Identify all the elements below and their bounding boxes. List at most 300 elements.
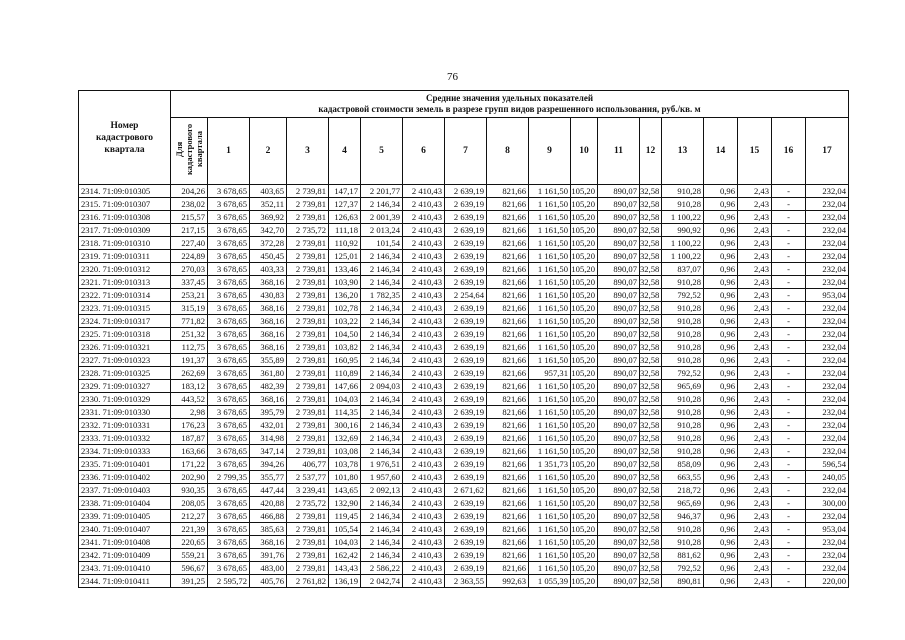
cell-group-11: 890,07 (598, 263, 640, 276)
cell-group-6: 2 410,43 (403, 497, 445, 510)
cell-group-9: 1 161,50 (529, 289, 571, 302)
cell-group-17: 953,04 (806, 289, 849, 302)
cell-quarter-value: 930,35 (171, 484, 208, 497)
cell-group-12: 32,58 (640, 536, 662, 549)
table-row (79, 380, 849, 393)
cell-group-5: 2 146,34 (361, 276, 403, 289)
cell-group-3: 2 739,81 (287, 237, 329, 250)
cell-group-9: 1 161,50 (529, 211, 571, 224)
cell-group-4: 160,95 (329, 354, 361, 367)
cell-group-2: 368,16 (250, 302, 287, 315)
cell-group-15: 2,43 (738, 276, 772, 289)
cell-quarter-value: 270,03 (171, 263, 208, 276)
cell-group-7: 2 639,19 (445, 224, 487, 237)
table-row (79, 289, 849, 302)
cell-group-8: 821,66 (487, 419, 529, 432)
cell-group-10: 105,20 (571, 224, 598, 237)
cell-quarter-value: 204,26 (171, 185, 208, 198)
table-row (79, 575, 849, 588)
cell-group-3: 2 739,81 (287, 523, 329, 536)
cell-group-2: 405,76 (250, 575, 287, 588)
cell-group-8: 821,66 (487, 484, 529, 497)
cell-group-10: 105,20 (571, 419, 598, 432)
cell-group-11: 890,07 (598, 575, 640, 588)
cell-group-12: 32,58 (640, 419, 662, 432)
header-group-3: 3 (287, 118, 329, 185)
cell-kadastr-number: 2331. 71:09:010330 (79, 406, 171, 419)
cell-group-11: 890,07 (598, 276, 640, 289)
cell-group-3: 2 739,81 (287, 419, 329, 432)
cell-group-3: 2 537,77 (287, 471, 329, 484)
cell-group-6: 2 410,43 (403, 549, 445, 562)
cell-group-8: 821,66 (487, 224, 529, 237)
cell-group-17: 300,00 (806, 497, 849, 510)
cell-group-10: 105,20 (571, 315, 598, 328)
table-row (79, 536, 849, 549)
cell-group-3: 2 739,81 (287, 328, 329, 341)
cell-group-7: 2 363,55 (445, 575, 487, 588)
cell-quarter-value: 262,69 (171, 367, 208, 380)
cell-group-1: 3 678,65 (208, 562, 250, 575)
cell-group-14: 0,96 (704, 536, 738, 549)
cell-quarter-value: 443,52 (171, 393, 208, 406)
cell-quarter-value: 315,19 (171, 302, 208, 315)
cell-group-4: 132,90 (329, 497, 361, 510)
cell-group-7: 2 639,19 (445, 380, 487, 393)
cell-group-14: 0,96 (704, 419, 738, 432)
cell-group-13: 910,28 (662, 276, 704, 289)
cell-group-14: 0,96 (704, 185, 738, 198)
cell-quarter-value: 212,27 (171, 510, 208, 523)
cell-group-1: 3 678,65 (208, 510, 250, 523)
cell-group-2: 420,88 (250, 497, 287, 510)
cell-group-14: 0,96 (704, 276, 738, 289)
cell-group-16: - (772, 523, 806, 536)
cell-group-14: 0,96 (704, 354, 738, 367)
cell-group-3: 3 239,41 (287, 484, 329, 497)
cell-group-10: 105,20 (571, 510, 598, 523)
cell-group-11: 890,07 (598, 237, 640, 250)
cell-group-7: 2 639,19 (445, 562, 487, 575)
cell-group-2: 361,80 (250, 367, 287, 380)
cell-group-7: 2 639,19 (445, 341, 487, 354)
table-row (79, 458, 849, 471)
cell-group-17: 232,04 (806, 341, 849, 354)
table-row (79, 224, 849, 237)
table-row (79, 328, 849, 341)
cell-group-1: 3 678,65 (208, 367, 250, 380)
cell-group-4: 110,89 (329, 367, 361, 380)
cell-group-3: 2 739,81 (287, 536, 329, 549)
cell-group-10: 105,20 (571, 198, 598, 211)
cell-group-1: 3 678,65 (208, 237, 250, 250)
cell-group-2: 447,44 (250, 484, 287, 497)
cell-kadastr-number: 2335. 71:09:010401 (79, 458, 171, 471)
cell-group-7: 2 639,19 (445, 432, 487, 445)
table-row (79, 367, 849, 380)
cell-group-9: 1 161,50 (529, 328, 571, 341)
header-group-13: 13 (662, 118, 704, 185)
table-row (79, 302, 849, 315)
cell-group-15: 2,43 (738, 224, 772, 237)
cell-group-3: 2 739,81 (287, 289, 329, 302)
cell-group-13: 890,81 (662, 575, 704, 588)
cell-group-9: 1 161,50 (529, 484, 571, 497)
cell-kadastr-number: 2325. 71:09:010318 (79, 328, 171, 341)
cell-group-11: 890,07 (598, 198, 640, 211)
cell-group-15: 2,43 (738, 406, 772, 419)
cell-group-3: 2 739,81 (287, 510, 329, 523)
cell-kadastr-number: 2322. 71:09:010314 (79, 289, 171, 302)
header-caption-line1: Средние значения удельных показателей (425, 93, 594, 103)
cell-group-11: 890,07 (598, 328, 640, 341)
cell-group-8: 821,66 (487, 367, 529, 380)
cell-group-10: 105,20 (571, 393, 598, 406)
cell-group-12: 32,58 (640, 497, 662, 510)
cell-group-11: 890,07 (598, 341, 640, 354)
cell-group-6: 2 410,43 (403, 250, 445, 263)
cell-group-5: 2 146,34 (361, 432, 403, 445)
cell-group-5: 1 782,35 (361, 289, 403, 302)
cell-group-6: 2 410,43 (403, 419, 445, 432)
cell-group-4: 114,35 (329, 406, 361, 419)
cell-quarter-value: 220,65 (171, 536, 208, 549)
table-row (79, 406, 849, 419)
cell-group-16: - (772, 185, 806, 198)
cell-group-9: 1 161,50 (529, 380, 571, 393)
cell-group-10: 105,20 (571, 341, 598, 354)
cell-quarter-value: 771,82 (171, 315, 208, 328)
cell-group-17: 232,04 (806, 198, 849, 211)
cell-group-6: 2 410,43 (403, 263, 445, 276)
cell-group-4: 111,18 (329, 224, 361, 237)
cell-group-6: 2 410,43 (403, 224, 445, 237)
cell-group-8: 821,66 (487, 263, 529, 276)
page-number: 76 (447, 71, 458, 83)
cell-group-13: 1 100,22 (662, 250, 704, 263)
cell-group-14: 0,96 (704, 393, 738, 406)
cell-kadastr-number: 2324. 71:09:010317 (79, 315, 171, 328)
cell-group-8: 821,66 (487, 432, 529, 445)
cell-group-16: - (772, 198, 806, 211)
cell-group-13: 858,09 (662, 458, 704, 471)
cell-group-15: 2,43 (738, 471, 772, 484)
cell-group-5: 2 094,03 (361, 380, 403, 393)
cell-group-15: 2,43 (738, 302, 772, 315)
cell-group-12: 32,58 (640, 471, 662, 484)
cell-kadastr-number: 2318. 71:09:010310 (79, 237, 171, 250)
cell-group-9: 1 161,50 (529, 536, 571, 549)
cell-group-16: - (772, 497, 806, 510)
cell-group-6: 2 410,43 (403, 315, 445, 328)
cell-group-4: 147,17 (329, 185, 361, 198)
cell-group-8: 821,66 (487, 328, 529, 341)
cell-group-9: 1 351,73 (529, 458, 571, 471)
cell-group-6: 2 410,43 (403, 484, 445, 497)
cell-group-9: 1 161,50 (529, 276, 571, 289)
cell-group-9: 1 161,50 (529, 497, 571, 510)
cell-group-13: 1 100,22 (662, 211, 704, 224)
cell-group-2: 347,14 (250, 445, 287, 458)
cell-group-7: 2 639,19 (445, 536, 487, 549)
cell-group-1: 3 678,65 (208, 328, 250, 341)
cell-group-6: 2 410,43 (403, 445, 445, 458)
cell-group-3: 2 739,81 (287, 185, 329, 198)
cell-kadastr-number: 2315. 71:09:010307 (79, 198, 171, 211)
cell-group-2: 342,70 (250, 224, 287, 237)
cell-group-10: 105,20 (571, 523, 598, 536)
cell-group-12: 32,58 (640, 302, 662, 315)
cell-group-11: 890,07 (598, 549, 640, 562)
cell-group-4: 125,01 (329, 250, 361, 263)
table-row (79, 549, 849, 562)
cell-group-4: 162,42 (329, 549, 361, 562)
cell-quarter-value: 559,21 (171, 549, 208, 562)
cell-group-5: 2 586,22 (361, 562, 403, 575)
header-group-17: 17 (806, 118, 849, 185)
cell-group-12: 32,58 (640, 484, 662, 497)
cell-group-8: 821,66 (487, 250, 529, 263)
cell-group-16: - (772, 510, 806, 523)
cell-group-10: 105,20 (571, 536, 598, 549)
cell-group-13: 792,52 (662, 367, 704, 380)
header-group-row (79, 118, 849, 185)
cell-quarter-value: 202,90 (171, 471, 208, 484)
cell-group-3: 2 739,81 (287, 276, 329, 289)
cell-group-5: 2 146,34 (361, 250, 403, 263)
cell-group-6: 2 410,43 (403, 406, 445, 419)
cell-group-10: 105,20 (571, 237, 598, 250)
header-group-11: 11 (598, 118, 640, 185)
cell-group-13: 910,28 (662, 432, 704, 445)
cell-group-10: 105,20 (571, 263, 598, 276)
cell-group-16: - (772, 393, 806, 406)
cell-group-6: 2 410,43 (403, 471, 445, 484)
cell-group-13: 910,28 (662, 198, 704, 211)
cell-group-9: 1 161,50 (529, 393, 571, 406)
cell-group-2: 369,92 (250, 211, 287, 224)
cell-group-17: 953,04 (806, 523, 849, 536)
cell-group-11: 890,07 (598, 562, 640, 575)
cell-group-5: 2 146,34 (361, 510, 403, 523)
cell-quarter-value: 391,25 (171, 575, 208, 588)
cell-group-10: 105,20 (571, 211, 598, 224)
cell-group-11: 890,07 (598, 458, 640, 471)
cell-group-7: 2 639,19 (445, 549, 487, 562)
cell-group-9: 1 161,50 (529, 445, 571, 458)
cell-quarter-value: 171,22 (171, 458, 208, 471)
cell-group-8: 821,66 (487, 536, 529, 549)
cell-group-5: 2 092,13 (361, 484, 403, 497)
cell-group-3: 2 739,81 (287, 549, 329, 562)
cell-group-14: 0,96 (704, 367, 738, 380)
cell-group-7: 2 639,19 (445, 198, 487, 211)
cell-group-14: 0,96 (704, 562, 738, 575)
cell-group-10: 105,20 (571, 185, 598, 198)
cell-group-12: 32,58 (640, 315, 662, 328)
cell-group-17: 232,04 (806, 406, 849, 419)
cell-group-14: 0,96 (704, 471, 738, 484)
cell-group-11: 890,07 (598, 380, 640, 393)
cell-group-7: 2 639,19 (445, 445, 487, 458)
cell-group-6: 2 410,43 (403, 237, 445, 250)
cell-group-6: 2 410,43 (403, 562, 445, 575)
header-group-2: 2 (250, 118, 287, 185)
cell-group-4: 147,66 (329, 380, 361, 393)
header-group-5: 5 (361, 118, 403, 185)
cell-group-12: 32,58 (640, 445, 662, 458)
cell-group-14: 0,96 (704, 263, 738, 276)
cell-group-14: 0,96 (704, 315, 738, 328)
cell-group-11: 890,07 (598, 211, 640, 224)
header-group-9: 9 (529, 118, 571, 185)
cell-group-3: 2 739,81 (287, 198, 329, 211)
cell-group-14: 0,96 (704, 224, 738, 237)
cell-group-9: 1 161,50 (529, 406, 571, 419)
cell-group-15: 2,43 (738, 185, 772, 198)
table-body (79, 185, 849, 588)
cell-group-16: - (772, 432, 806, 445)
cell-group-4: 110,92 (329, 237, 361, 250)
cell-group-12: 32,58 (640, 224, 662, 237)
cell-group-17: 232,04 (806, 419, 849, 432)
cell-group-13: 910,28 (662, 354, 704, 367)
cell-group-6: 2 410,43 (403, 510, 445, 523)
cell-group-4: 103,08 (329, 445, 361, 458)
table-row (79, 523, 849, 536)
cell-group-11: 890,07 (598, 471, 640, 484)
cell-group-16: - (772, 328, 806, 341)
cell-group-9: 1 161,50 (529, 315, 571, 328)
cell-group-17: 232,04 (806, 393, 849, 406)
cell-group-6: 2 410,43 (403, 302, 445, 315)
cell-group-2: 395,79 (250, 406, 287, 419)
cell-group-13: 910,28 (662, 419, 704, 432)
cell-group-6: 2 410,43 (403, 211, 445, 224)
table-row (79, 276, 849, 289)
cell-group-8: 821,66 (487, 406, 529, 419)
cell-quarter-value: 221,39 (171, 523, 208, 536)
header-group-10: 10 (571, 118, 598, 185)
cell-group-10: 105,20 (571, 458, 598, 471)
cell-group-4: 143,43 (329, 562, 361, 575)
table-row (79, 237, 849, 250)
cell-group-2: 368,16 (250, 276, 287, 289)
cell-group-9: 1 161,50 (529, 354, 571, 367)
cell-group-14: 0,96 (704, 302, 738, 315)
cell-group-17: 232,04 (806, 224, 849, 237)
cell-kadastr-number: 2333. 71:09:010332 (79, 432, 171, 445)
cell-group-10: 105,20 (571, 497, 598, 510)
cell-group-13: 910,28 (662, 406, 704, 419)
cell-kadastr-number: 2328. 71:09:010325 (79, 367, 171, 380)
cell-group-17: 232,04 (806, 380, 849, 393)
cell-group-9: 1 161,50 (529, 419, 571, 432)
cell-group-5: 2 001,39 (361, 211, 403, 224)
cell-group-4: 104,03 (329, 393, 361, 406)
cell-group-11: 890,07 (598, 393, 640, 406)
cell-group-11: 890,07 (598, 484, 640, 497)
cell-group-4: 133,46 (329, 263, 361, 276)
header-group-15: 15 (738, 118, 772, 185)
cell-group-15: 2,43 (738, 211, 772, 224)
cell-group-2: 391,76 (250, 549, 287, 562)
table-row (79, 315, 849, 328)
cell-group-10: 105,20 (571, 250, 598, 263)
cell-group-6: 2 410,43 (403, 458, 445, 471)
cell-group-17: 232,04 (806, 263, 849, 276)
table-row (79, 419, 849, 432)
cell-group-17: 240,05 (806, 471, 849, 484)
cell-group-13: 910,28 (662, 523, 704, 536)
cell-group-1: 2 799,35 (208, 471, 250, 484)
cell-group-8: 821,66 (487, 354, 529, 367)
cell-group-9: 1 161,50 (529, 341, 571, 354)
cell-group-11: 890,07 (598, 250, 640, 263)
cell-group-3: 2 739,81 (287, 393, 329, 406)
cell-group-3: 2 739,81 (287, 562, 329, 575)
cell-quarter-value: 215,57 (171, 211, 208, 224)
cell-group-16: - (772, 224, 806, 237)
cell-group-9: 1 161,50 (529, 471, 571, 484)
cell-group-7: 2 639,19 (445, 185, 487, 198)
cell-group-6: 2 410,43 (403, 523, 445, 536)
cell-group-12: 32,58 (640, 263, 662, 276)
cell-group-7: 2 639,19 (445, 393, 487, 406)
cell-group-7: 2 639,19 (445, 263, 487, 276)
cell-group-5: 2 013,24 (361, 224, 403, 237)
cell-group-13: 910,28 (662, 185, 704, 198)
cell-group-8: 821,66 (487, 393, 529, 406)
table-row (79, 471, 849, 484)
cell-group-12: 32,58 (640, 328, 662, 341)
cell-group-14: 0,96 (704, 484, 738, 497)
cell-kadastr-number: 2338. 71:09:010404 (79, 497, 171, 510)
cell-group-8: 992,63 (487, 575, 529, 588)
cell-group-12: 32,58 (640, 367, 662, 380)
cell-group-17: 232,04 (806, 237, 849, 250)
cell-group-17: 232,04 (806, 354, 849, 367)
cell-group-11: 890,07 (598, 445, 640, 458)
cell-group-16: - (772, 250, 806, 263)
cell-group-5: 2 146,34 (361, 198, 403, 211)
cell-group-5: 2 146,34 (361, 263, 403, 276)
cell-group-5: 101,54 (361, 237, 403, 250)
cell-group-5: 2 146,34 (361, 393, 403, 406)
cell-group-17: 232,04 (806, 484, 849, 497)
cell-group-15: 2,43 (738, 549, 772, 562)
cell-quarter-value: 227,40 (171, 237, 208, 250)
cell-group-8: 821,66 (487, 185, 529, 198)
header-group-16: 16 (772, 118, 806, 185)
cell-group-11: 890,07 (598, 406, 640, 419)
cell-group-12: 32,58 (640, 510, 662, 523)
cell-group-1: 3 678,65 (208, 211, 250, 224)
cell-group-13: 218,72 (662, 484, 704, 497)
cell-group-1: 3 678,65 (208, 263, 250, 276)
cell-group-9: 1 161,50 (529, 198, 571, 211)
cell-group-15: 2,43 (738, 575, 772, 588)
header-caption (171, 91, 849, 118)
cell-group-9: 1 161,50 (529, 510, 571, 523)
cell-group-6: 2 410,43 (403, 393, 445, 406)
cell-group-6: 2 410,43 (403, 198, 445, 211)
cell-group-5: 1 957,60 (361, 471, 403, 484)
cell-group-17: 232,04 (806, 276, 849, 289)
cell-group-11: 890,07 (598, 289, 640, 302)
cell-group-6: 2 410,43 (403, 536, 445, 549)
cell-group-10: 105,20 (571, 276, 598, 289)
